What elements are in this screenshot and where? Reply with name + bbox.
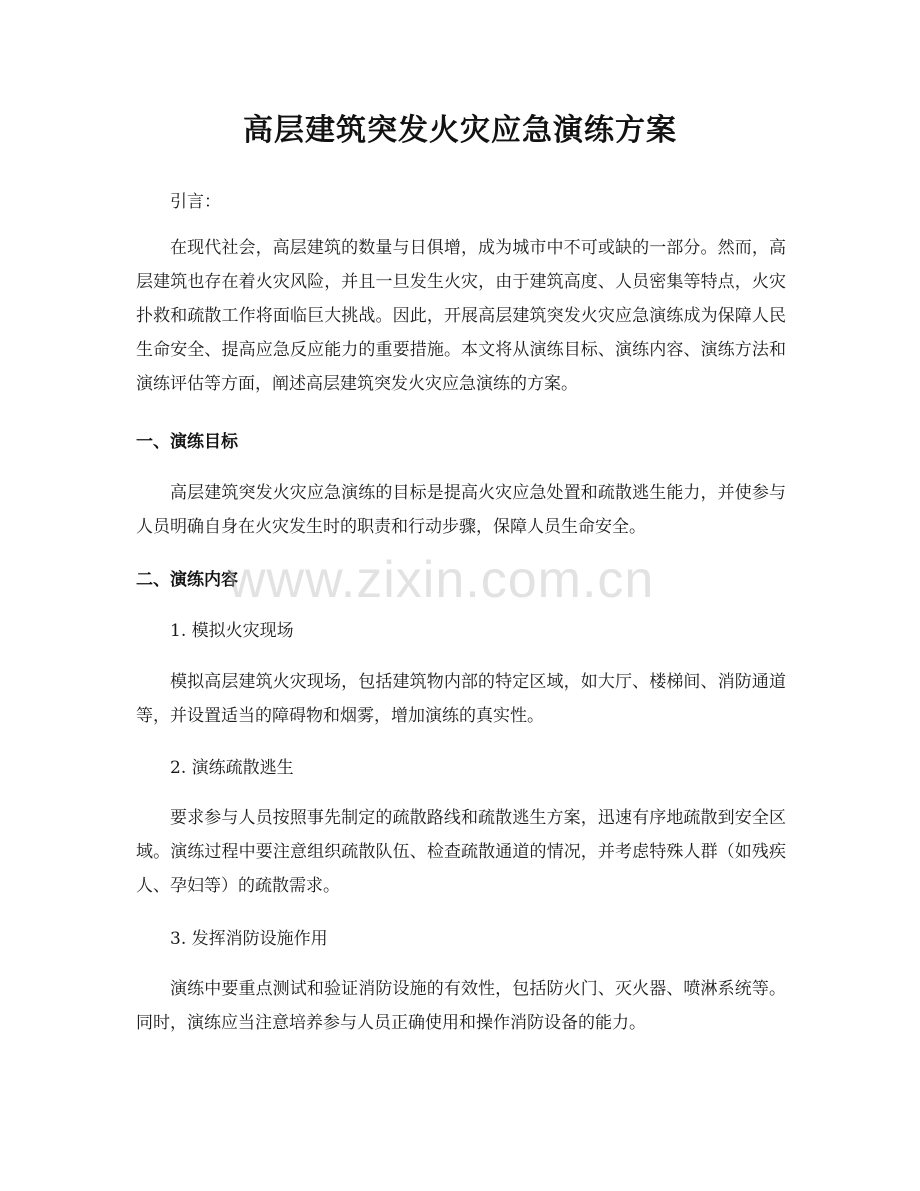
watermark: www.zixin.com.cn — [228, 551, 655, 609]
item3-paragraph: 演练中要重点测试和验证消防设施的有效性，包括防火门、灭火器、喷淋系统等。同时，演练应当注意培养参与人员正确使用和操作消防设备的能力。 — [136, 979, 786, 1033]
item1-label: 1. 模拟火灾现场 — [170, 621, 294, 641]
item3-label: 3. 发挥消防设施作用 — [170, 929, 328, 949]
section1-paragraph: 高层建筑突发火灾应急演练的目标是提高火灾应急处置和疏散逃生能力，并使参与人员明确自身在火灾发生时的职责和行动步骤，保障人员生命安全。 — [136, 483, 786, 537]
section2-heading: 二、演练内容 — [136, 570, 238, 590]
intro-label: 引言： — [170, 192, 221, 212]
document-title: 高层建筑突发火灾应急演练方案 — [243, 113, 677, 148]
intro-paragraph: 在现代社会，高层建筑的数量与日俱增，成为城市中不可或缺的一部分。然而，高层建筑也存在着火灾风险，并且一旦发生火灾，由于建筑高度、人员密集等特点，火灾扑救和疏散工作将面临巨大挑战。因此，开展高层建筑突发火灾应急演练成为保障人民生命安全、提高应急反应能力的重要措施。本文将从演练目标、演练内容、演练方法和演练评估等方面，阐述高层建筑突发火灾应急演练的方案。 — [136, 238, 786, 394]
item2-label: 2. 演练疏散逃生 — [170, 758, 294, 778]
item1-paragraph: 模拟高层建筑火灾现场，包括建筑物内部的特定区域，如大厅、楼梯间、消防通道等，并设置适当的障碍物和烟雾，增加演练的真实性。 — [136, 672, 786, 726]
item2-paragraph: 要求参与人员按照事先制定的疏散路线和疏散逃生方案，迅速有序地疏散到安全区域。演练过程中要注意组织疏散队伍、检查疏散通道的情况，并考虑特殊人群（如残疾人、孕妇等）的疏散需求。 — [136, 808, 786, 896]
section1-heading: 一、演练目标 — [136, 432, 238, 452]
